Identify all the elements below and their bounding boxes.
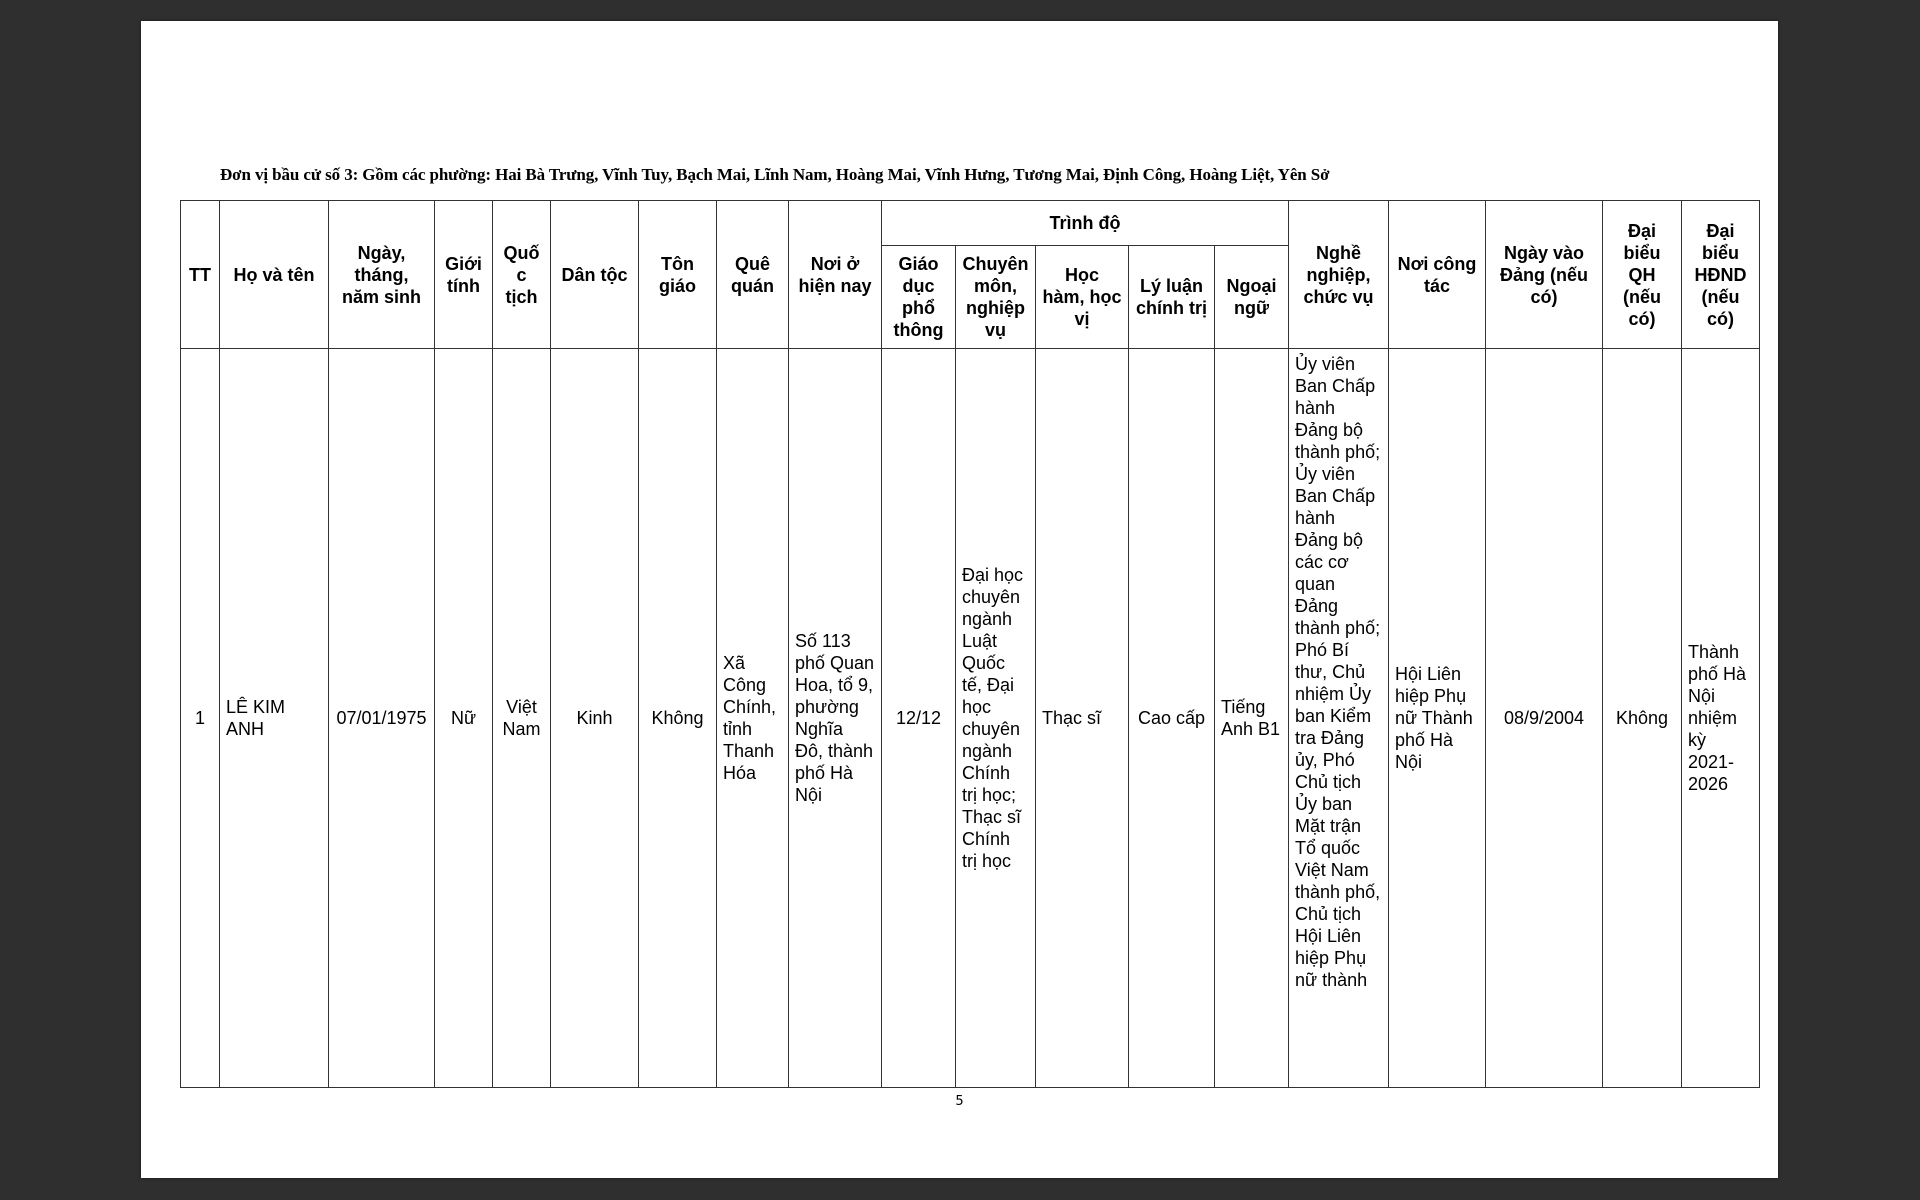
cell-chuyen-mon: Đại học chuyên ngành Luật Quốc tế, Đại học chuyên ngành Chính trị học; Thạc sĩ Chính trị học <box>956 349 1036 1088</box>
electoral-unit-title: Đơn vị bầu cử số 3: Gồm các phường: Hai Bà Trưng, Vĩnh Tuy, Bạch Mai, Lĩnh Nam, Hoàng Mai, Vĩnh Hưng, Tương Mai, Định Công, Hoàng Liệt, Yên Sở <box>220 165 1330 184</box>
cell-ngay-vao-dang: 08/9/2004 <box>1486 349 1603 1088</box>
header-trinh-do: Trình độ <box>882 201 1289 246</box>
header-ho-ten: Họ và tên <box>220 201 329 349</box>
cell-dai-bieu-hdnd: Thành phố Hà Nội nhiệm kỳ 2021-2026 <box>1682 349 1760 1088</box>
cell-que-quan: Xã Công Chính, tỉnh Thanh Hóa <box>717 349 789 1088</box>
header-noi-cong-tac: Nơi công tác <box>1389 201 1486 349</box>
header-hoc-ham: Học hàm, học vị <box>1036 246 1129 349</box>
cell-ngay-sinh: 07/01/1975 <box>329 349 435 1088</box>
header-dan-toc: Dân tộc <box>551 201 639 349</box>
page-number: 5 <box>955 1094 964 1109</box>
cell-tt: 1 <box>181 349 220 1088</box>
cell-noi-cong-tac: Hội Liên hiệp Phụ nữ Thành phố Hà Nội <box>1389 349 1486 1088</box>
header-ly-luan: Lý luận chính trị <box>1129 246 1215 349</box>
cell-noi-o: Số 113 phố Quan Hoa, tổ 9, phường Nghĩa Đô, thành phố Hà Nội <box>789 349 882 1088</box>
cell-gioi-tinh: Nữ <box>435 349 493 1088</box>
cell-ton-giao: Không <box>639 349 717 1088</box>
header-ngay-sinh: Ngày, tháng, năm sinh <box>329 201 435 349</box>
cell-hoc-ham: Thạc sĩ <box>1036 349 1129 1088</box>
cell-dai-bieu-qh: Không <box>1603 349 1682 1088</box>
header-ton-giao: Tôn giáo <box>639 201 717 349</box>
cell-nghe-nghiep: Ủy viên Ban Chấp hành Đảng bộ thành phố; Ủy viên Ban Chấp hành Đảng bộ các cơ quan Đảng thành phố; Phó Bí thư, Chủ nhiệm Ủy ban Kiểm tra Đảng ủy, Phó Chủ tịch Ủy ban Mặt trận Tổ quốc Việt Nam thành phố, Chủ tịch Hội Liên hiệp Phụ nữ thành <box>1289 349 1389 1088</box>
document-page <box>141 21 1778 1178</box>
table-row <box>181 349 1760 1088</box>
header-nghe-nghiep: Nghề nghiệp, chức vụ <box>1289 201 1389 349</box>
header-giao-duc: Giáo dục phổ thông <box>882 246 956 349</box>
cell-ly-luan: Cao cấp <box>1129 349 1215 1088</box>
cell-giao-duc: 12/12 <box>882 349 956 1088</box>
cell-quoc-tich: Việt Nam <box>493 349 551 1088</box>
header-chuyen-mon: Chuyên môn, nghiệp vụ <box>956 246 1036 349</box>
cell-ngoai-ngu: Tiếng Anh B1 <box>1215 349 1289 1088</box>
header-dai-bieu-qh: Đại biểu QH (nếu có) <box>1603 201 1682 349</box>
header-tt: TT <box>181 201 220 349</box>
header-dai-bieu-hdnd: Đại biểu HĐND (nếu có) <box>1682 201 1760 349</box>
header-noi-o: Nơi ở hiện nay <box>789 201 882 349</box>
cell-ho-ten: LÊ KIM ANH <box>220 349 329 1088</box>
header-ngoai-ngu: Ngoại ngữ <box>1215 246 1289 349</box>
cell-dan-toc: Kinh <box>551 349 639 1088</box>
candidate-table <box>180 200 1760 1088</box>
header-gioi-tinh: Giới tính <box>435 201 493 349</box>
header-que-quan: Quê quán <box>717 201 789 349</box>
header-ngay-vao-dang: Ngày vào Đảng (nếu có) <box>1486 201 1603 349</box>
header-quoc-tich: Quốc tịch <box>493 201 551 349</box>
